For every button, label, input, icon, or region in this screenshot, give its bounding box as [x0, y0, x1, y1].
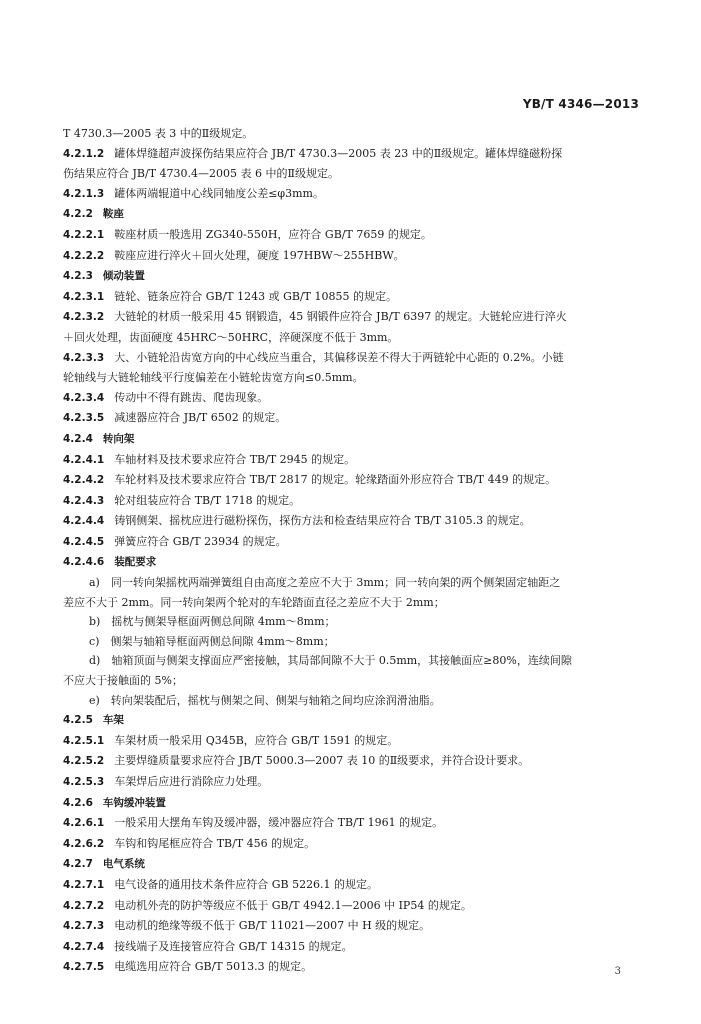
clause-text: ＋回火处理，齿面硬度 45HRC～50HRC，淬硬深度不低于 3mm。: [63, 330, 399, 344]
text-line: [63, 328, 648, 348]
text-line: [63, 368, 648, 388]
text-line: [63, 491, 648, 512]
text-line: [63, 612, 648, 632]
clause-number: 4.2.7.5: [63, 961, 105, 974]
text-line: [63, 916, 648, 937]
text-line: [63, 246, 648, 267]
clause-number: 4.2.5: [63, 714, 93, 727]
text-line: [63, 793, 648, 814]
clause-text: 主要焊缝质量要求应符合 JB/T 5000.3—2007 表 10 的Ⅱ级要求，并符合设计要求。: [114, 754, 530, 768]
text-line: [63, 834, 648, 855]
clause-text: c) 侧架与轴箱导框面两侧总间隙 4mm～8mm；: [89, 634, 335, 648]
text-line: [63, 651, 648, 671]
clause-text: 车钩和钩尾框应符合 TB/T 456 的规定。: [114, 836, 316, 850]
clause-text: 罐体焊缝超声波探伤结果应符合 JB/T 4730.3—2005 表 23 中的Ⅱ级规定。罐体焊缝磁粉探: [114, 146, 563, 160]
text-line: [63, 772, 648, 793]
clause-number: 4.2.4: [63, 432, 93, 445]
text-line: [63, 204, 648, 225]
text-line: [63, 957, 648, 978]
clause-number: 4.2.6.1: [63, 817, 105, 830]
clause-number: 4.2.7.4: [63, 940, 105, 953]
text-line: [63, 854, 648, 875]
clause-number: 4.2.4.4: [63, 515, 105, 528]
clause-text: 伤结果应符合 JB/T 4730.4—2005 表 6 中的Ⅱ级规定。: [63, 167, 339, 181]
text-line: [63, 671, 648, 691]
clause-text: 车轴材料及技术要求应符合 TB/T 2945 的规定。: [114, 452, 356, 466]
text-line: [63, 593, 648, 613]
clause-text: 罐体两端辊道中心线同轴度公差≤φ3mm。: [114, 186, 324, 200]
section-heading: 倾动装置: [102, 270, 145, 283]
clause-number: 4.2.7.3: [63, 920, 105, 933]
text-line: [63, 731, 648, 752]
section-heading: 电气系统: [102, 858, 145, 871]
text-line: [63, 875, 648, 896]
text-line: [63, 408, 648, 429]
clause-text: 电缆选用应符合 GB/T 5013.3 的规定。: [114, 960, 313, 974]
clause-number: 4.2.3.4: [63, 391, 105, 404]
text-line: [63, 184, 648, 205]
clause-number: 4.2.1.2: [63, 147, 105, 160]
text-line: [63, 511, 648, 532]
text-line: [63, 896, 648, 917]
clause-number: 4.2.7: [63, 858, 93, 871]
section-heading: 鞍座: [102, 208, 124, 221]
clause-text: 不应大于接触面的 5%；: [63, 674, 183, 688]
clause-number: 4.2.6.2: [63, 837, 105, 850]
text-line: [63, 225, 648, 246]
text-line: [63, 751, 648, 772]
document-body: [63, 124, 648, 978]
clause-text: 接线端子及连接管应符合 GB/T 14315 的规定。: [114, 939, 353, 953]
clause-number: 4.2.3.2: [63, 311, 105, 324]
clause-text: T 4730.3—2005 表 3 中的Ⅱ级规定。: [63, 127, 254, 140]
clause-text: b) 摇枕与侧架导框面两侧总间隙 4mm～8mm；: [89, 615, 336, 629]
clause-number: 4.2.6: [63, 796, 93, 809]
text-line: [63, 124, 648, 144]
clause-number: 4.2.4.2: [63, 474, 105, 487]
clause-text: 电气设备的通用技术条件应符合 GB 5226.1 的规定。: [114, 877, 379, 891]
clause-text: 轮轴线与大链轮轴线平行度偏差在小链轮齿宽方向≤0.5mm。: [63, 371, 364, 385]
clause-number: 4.2.4.1: [63, 453, 105, 466]
clause-number: 4.2.3.1: [63, 290, 105, 303]
clause-number: 4.2.3.3: [63, 351, 105, 364]
clause-text: 电动机外壳的防护等级应不低于 GB/T 4942.1—2006 中 IP54 的规定。: [114, 898, 472, 912]
text-line: [63, 388, 648, 409]
clause-number: 4.2.2: [63, 208, 93, 221]
text-line: [63, 287, 648, 308]
clause-text: 车轮材料及技术要求应符合 TB/T 2817 的规定。轮缘踏面外形应符合 TB/T 449 的规定。: [114, 473, 557, 487]
text-line: [63, 632, 648, 652]
clause-text: 大链轮的材质一般采用 45 钢锻造，45 钢锻件应符合 JB/T 6397 的规定。大链轮应进行淬火: [114, 310, 567, 324]
clause-number: 4.2.2.2: [63, 249, 105, 262]
clause-number: 4.2.2.1: [63, 228, 105, 241]
clause-number: 4.2.3.5: [63, 412, 105, 425]
section-heading: 车架: [102, 714, 124, 727]
clause-text: 铸钢侧架、摇枕应进行磁粉探伤，探伤方法和检查结果应符合 TB/T 3105.3 的规定。: [114, 514, 531, 528]
text-line: [63, 532, 648, 553]
text-line: [63, 450, 648, 471]
clause-text: 差应不大于 2mm。同一转向架两个轮对的车轮踏面直径之差应不大于 2mm；: [63, 595, 445, 609]
section-heading: 装配要求: [114, 556, 157, 569]
clause-text: 电动机的绝缘等级不低于 GB/T 11021—2007 中 H 级的规定。: [114, 919, 431, 933]
clause-text: 一般采用大摆角车钩及缓冲器，缓冲器应符合 TB/T 1961 的规定。: [114, 816, 444, 830]
text-line: [63, 429, 648, 450]
clause-text: 鞍座应进行淬火＋回火处理，硬度 197HBW～255HBW。: [114, 248, 405, 262]
clause-text: d) 轴箱顶面与侧架支撑面应严密接触，其局部间隙不大于 0.5mm，其接触面应≥80%，连续间隙: [89, 654, 572, 668]
clause-number: 4.2.5.3: [63, 776, 105, 788]
text-line: [63, 144, 648, 165]
clause-number: 4.2.5.1: [63, 734, 105, 747]
clause-text: 大、小链轮沿齿宽方向的中心线应当重合，其偏移误差不得大于两链轮中心距的 0.2%。小链: [114, 350, 564, 364]
clause-number: 4.2.1.3: [63, 187, 105, 200]
text-line: [63, 348, 648, 369]
clause-number: 4.2.4.6: [63, 556, 105, 569]
clause-text: 传动中不得有跳齿、爬齿现象。: [114, 390, 269, 404]
text-line: [63, 164, 648, 184]
text-line: [63, 691, 648, 711]
text-line: [63, 937, 648, 958]
clause-text: 车架材质一般采用 Q345B，应符合 GB/T 1591 的规定。: [114, 733, 399, 747]
text-line: [63, 710, 648, 731]
clause-text: 轮对组装应符合 TB/T 1718 的规定。: [114, 493, 301, 507]
section-heading: 转向架: [102, 432, 135, 445]
clause-text: 车架焊后应进行消除应力处理。: [114, 775, 269, 788]
section-heading: 车钩缓冲装置: [102, 796, 166, 809]
clause-text: e) 转向架装配后，摇枕与侧架之间、侧架与轴箱之间均应涂润滑油脂。: [89, 693, 441, 707]
clause-text: 减速器应符合 JB/T 6502 的规定。: [114, 411, 287, 425]
text-line: [63, 573, 648, 593]
clause-number: 4.2.7.1: [63, 878, 105, 891]
clause-text: 链轮、链条应符合 GB/T 1243 或 GB/T 10855 的规定。: [114, 289, 397, 303]
clause-number: 4.2.3: [63, 270, 93, 283]
clause-text: a) 同一转向架摇枕两端弹簧组自由高度之差应不大于 3mm；同一转向架的两个侧架固定轴距之: [89, 576, 561, 590]
text-line: [63, 470, 648, 491]
page-number: 3: [614, 966, 621, 977]
clause-text: 鞍座材质一般选用 ZG340-550H，应符合 GB/T 7659 的规定。: [114, 227, 432, 241]
text-line: [63, 266, 648, 287]
clause-number: 4.2.5.2: [63, 755, 105, 768]
clause-number: 4.2.4.5: [63, 535, 105, 548]
standard-code: YB/T 4346—2013: [522, 97, 639, 111]
text-line: [63, 813, 648, 834]
text-line: [63, 307, 648, 328]
text-line: [63, 552, 648, 573]
clause-number: 4.2.4.3: [63, 494, 105, 507]
clause-number: 4.2.7.2: [63, 899, 105, 912]
clause-text: 弹簧应符合 GB/T 23934 的规定。: [114, 534, 287, 548]
